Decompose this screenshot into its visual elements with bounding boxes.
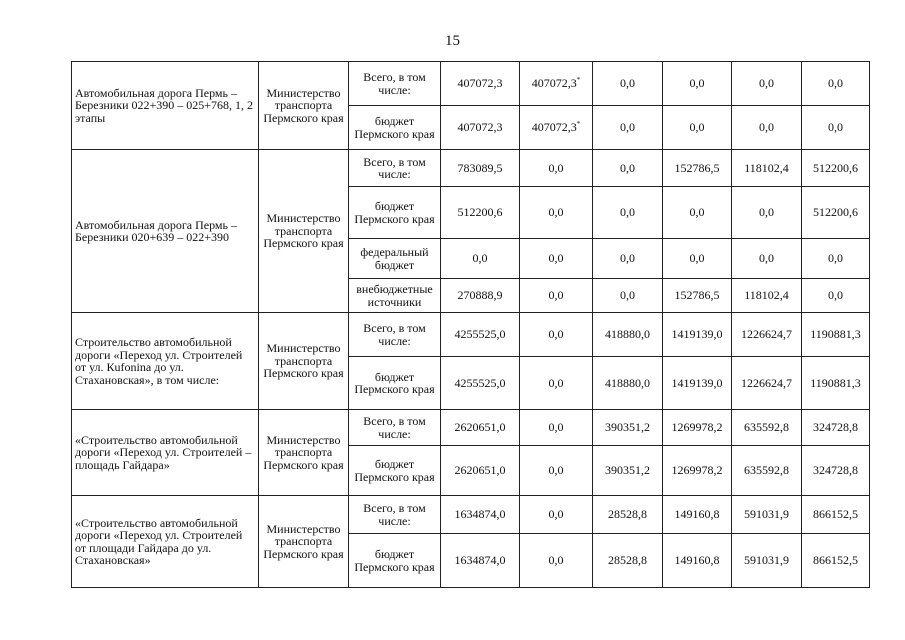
amount-value: 4255525,0	[454, 327, 506, 342]
total-amount-cell	[441, 410, 520, 446]
year-amount-cell	[593, 313, 663, 357]
amount-value: 635592,8	[744, 420, 789, 435]
table-row	[72, 313, 870, 357]
funding-source-cell: Всего, в том числе:	[349, 62, 441, 106]
funding-source-cell: бюджет Пермского края	[349, 106, 441, 150]
amount-value: 1419139,0	[671, 327, 723, 342]
page-number: 15	[445, 33, 460, 49]
amount-value: 418880,0	[605, 327, 650, 342]
funding-source-cell: бюджет Пермского края	[349, 187, 441, 239]
year-amount-cell	[732, 496, 802, 534]
amount-value: 270888,9	[457, 288, 503, 303]
amount-value: 407072,3	[531, 120, 577, 135]
amount-value: 0,0	[548, 420, 564, 435]
amount-value: 0,0	[689, 120, 705, 135]
amount-value: 0,0	[759, 120, 774, 135]
funding-table	[71, 61, 870, 588]
year-amount-cell	[593, 150, 663, 187]
amount-value: 407072,3	[457, 76, 503, 91]
year-amount-cell	[732, 313, 802, 357]
funding-source-cell: бюджет Пермского края	[349, 534, 441, 588]
year-amount-cell	[593, 357, 663, 410]
amount-value: 0,0	[620, 288, 635, 303]
executor-cell: Министерство транспорта Пермского края	[259, 410, 349, 496]
total-amount-cell	[441, 239, 520, 279]
object-name-cell: Строительство автомобильной дороги «Переход ул. Строителей от ул. Кufonina до ул. Стахановская», в том числе:	[72, 313, 259, 410]
year-amount-cell	[593, 279, 663, 313]
table-row	[72, 62, 870, 106]
amount-value: 0,0	[620, 251, 635, 266]
year-amount-cell	[520, 239, 593, 279]
year-amount-cell	[802, 150, 870, 187]
amount-value: 149160,8	[674, 507, 720, 522]
total-amount-cell	[441, 106, 520, 150]
year-amount-cell	[520, 496, 593, 534]
year-amount-cell	[593, 410, 663, 446]
amount-value: 418880,0	[605, 375, 650, 390]
year-amount-cell	[732, 534, 802, 588]
total-amount-cell	[441, 446, 520, 496]
year-amount-cell	[732, 106, 802, 150]
funding-source-cell: внебюджетные источники	[349, 279, 441, 313]
year-amount-cell	[663, 279, 732, 313]
year-amount-cell	[520, 150, 593, 187]
table-row	[72, 410, 870, 446]
year-amount-cell	[732, 239, 802, 279]
footnote-mark: *	[576, 76, 581, 85]
year-amount-cell	[663, 239, 732, 279]
year-amount-cell	[663, 496, 732, 534]
year-amount-cell	[802, 239, 870, 279]
amount-value: 0,0	[828, 251, 843, 266]
year-amount-cell	[520, 106, 593, 150]
year-amount-cell	[663, 106, 732, 150]
amount-value: 1634874,0	[454, 507, 506, 522]
total-amount-cell	[441, 534, 520, 588]
year-amount-cell	[802, 496, 870, 534]
amount-value: 512200,6	[457, 205, 503, 220]
year-amount-cell	[520, 410, 593, 446]
amount-value: 591031,9	[744, 553, 789, 568]
amount-value: 512200,6	[813, 205, 858, 220]
funding-source-cell: Всего, в том числе:	[349, 313, 441, 357]
amount-value: 0,0	[472, 251, 488, 266]
executor-cell: Министерство транспорта Пермского края	[259, 313, 349, 410]
amount-value: 0,0	[548, 375, 564, 390]
funding-source-cell: бюджет Пермского края	[349, 446, 441, 496]
executor-cell: Министерство транспорта Пермского края	[259, 150, 349, 313]
total-amount-cell	[441, 496, 520, 534]
year-amount-cell	[802, 106, 870, 150]
amount-value: 0,0	[828, 120, 843, 135]
amount-value: 0,0	[759, 76, 774, 91]
year-amount-cell	[802, 62, 870, 106]
amount-value: 118102,4	[744, 160, 789, 175]
amount-value: 0,0	[828, 76, 843, 91]
amount-value: 1226624,7	[741, 327, 792, 342]
year-amount-cell	[732, 62, 802, 106]
funding-source-cell: Всего, в том числе:	[349, 496, 441, 534]
year-amount-cell	[663, 446, 732, 496]
amount-value: 28528,8	[608, 553, 647, 568]
amount-value: 0,0	[620, 120, 635, 135]
amount-value: 324728,8	[813, 420, 858, 435]
amount-value: 635592,8	[744, 463, 789, 478]
object-name-cell: «Строительство автомобильной дороги «Переход ул. Строителей – площадь Гайдара»	[72, 410, 259, 496]
total-amount-cell	[441, 279, 520, 313]
total-amount-cell	[441, 62, 520, 106]
year-amount-cell	[732, 410, 802, 446]
executor-cell: Министерство транспорта Пермского края	[259, 496, 349, 588]
funding-source-cell: Всего, в том числе:	[349, 150, 441, 187]
year-amount-cell	[520, 279, 593, 313]
year-amount-cell	[593, 534, 663, 588]
amount-value: 0,0	[548, 205, 564, 220]
amount-value: 2620651,0	[454, 463, 506, 478]
year-amount-cell	[663, 62, 732, 106]
year-amount-cell	[663, 534, 732, 588]
amount-value: 152786,5	[674, 288, 720, 303]
amount-value: 390351,2	[605, 463, 650, 478]
amount-value: 28528,8	[608, 507, 647, 522]
amount-value: 0,0	[759, 251, 774, 266]
amount-value: 149160,8	[674, 553, 720, 568]
object-name-cell: Автомобильная дорога Пермь – Березники 022+390 – 025+768, 1, 2 этапы	[72, 62, 259, 150]
year-amount-cell	[520, 62, 593, 106]
total-amount-cell	[441, 313, 520, 357]
year-amount-cell	[663, 150, 732, 187]
amount-value: 866152,5	[813, 553, 858, 568]
year-amount-cell	[520, 446, 593, 496]
amount-value: 0,0	[548, 288, 564, 303]
amount-value: 0,0	[548, 507, 564, 522]
amount-value: 0,0	[689, 76, 705, 91]
year-amount-cell	[802, 357, 870, 410]
year-amount-cell	[732, 150, 802, 187]
year-amount-cell	[802, 446, 870, 496]
year-amount-cell	[593, 239, 663, 279]
amount-value: 0,0	[548, 553, 564, 568]
amount-value: 1269978,2	[671, 463, 723, 478]
amount-value: 0,0	[759, 205, 774, 220]
year-amount-cell	[520, 534, 593, 588]
year-amount-cell	[593, 106, 663, 150]
executor-cell: Министерство транспорта Пермского края	[259, 62, 349, 150]
year-amount-cell	[663, 357, 732, 410]
year-amount-cell	[663, 187, 732, 239]
year-amount-cell	[520, 357, 593, 410]
amount-value: 2620651,0	[454, 420, 506, 435]
amount-value: 1226624,7	[741, 375, 792, 390]
amount-value: 390351,2	[605, 420, 650, 435]
object-name-cell: «Строительство автомобильной дороги «Переход ул. Строителей от площади Гайдара до ул. Стахановская»	[72, 496, 259, 588]
year-amount-cell	[520, 313, 593, 357]
funding-source-cell: федеральный бюджет	[349, 239, 441, 279]
year-amount-cell	[802, 279, 870, 313]
amount-value: 1190881,3	[810, 327, 861, 342]
year-amount-cell	[802, 313, 870, 357]
amount-value: 1190881,3	[810, 375, 861, 390]
year-amount-cell	[732, 357, 802, 410]
year-amount-cell	[593, 496, 663, 534]
year-amount-cell	[593, 446, 663, 496]
amount-value: 0,0	[828, 288, 843, 303]
amount-value: 0,0	[689, 251, 705, 266]
amount-value: 1419139,0	[671, 375, 723, 390]
total-amount-cell	[441, 150, 520, 187]
amount-value: 591031,9	[744, 507, 789, 522]
amount-value: 407072,3	[457, 120, 503, 135]
amount-value: 0,0	[548, 463, 564, 478]
footnote-mark: *	[576, 120, 581, 129]
amount-value: 118102,4	[744, 288, 789, 303]
year-amount-cell	[663, 410, 732, 446]
amount-value: 0,0	[620, 205, 635, 220]
total-amount-cell	[441, 357, 520, 410]
year-amount-cell	[520, 187, 593, 239]
table-row	[72, 150, 870, 187]
amount-value: 0,0	[548, 160, 564, 175]
amount-value: 1269978,2	[671, 420, 723, 435]
year-amount-cell	[732, 446, 802, 496]
year-amount-cell	[802, 410, 870, 446]
year-amount-cell	[802, 187, 870, 239]
amount-value: 324728,8	[813, 463, 858, 478]
year-amount-cell	[663, 313, 732, 357]
year-amount-cell	[593, 62, 663, 106]
amount-value: 0,0	[620, 76, 635, 91]
amount-value: 152786,5	[674, 160, 720, 175]
amount-value: 0,0	[548, 251, 564, 266]
total-amount-cell	[441, 187, 520, 239]
amount-value: 0,0	[620, 160, 635, 175]
amount-value: 4255525,0	[454, 375, 506, 390]
amount-value: 866152,5	[813, 507, 858, 522]
amount-value: 407072,3	[531, 76, 577, 91]
amount-value: 783089,5	[457, 160, 503, 175]
year-amount-cell	[593, 187, 663, 239]
year-amount-cell	[802, 534, 870, 588]
funding-source-cell: бюджет Пермского края	[349, 357, 441, 410]
year-amount-cell	[732, 279, 802, 313]
funding-source-cell: Всего, в том числе:	[349, 410, 441, 446]
year-amount-cell	[732, 187, 802, 239]
amount-value: 1634874,0	[454, 553, 506, 568]
amount-value: 0,0	[548, 327, 564, 342]
object-name-cell: Автомобильная дорога Пермь – Березники 020+639 – 022+390	[72, 150, 259, 313]
table-row	[72, 496, 870, 534]
amount-value: 512200,6	[813, 160, 858, 175]
amount-value: 0,0	[689, 205, 705, 220]
